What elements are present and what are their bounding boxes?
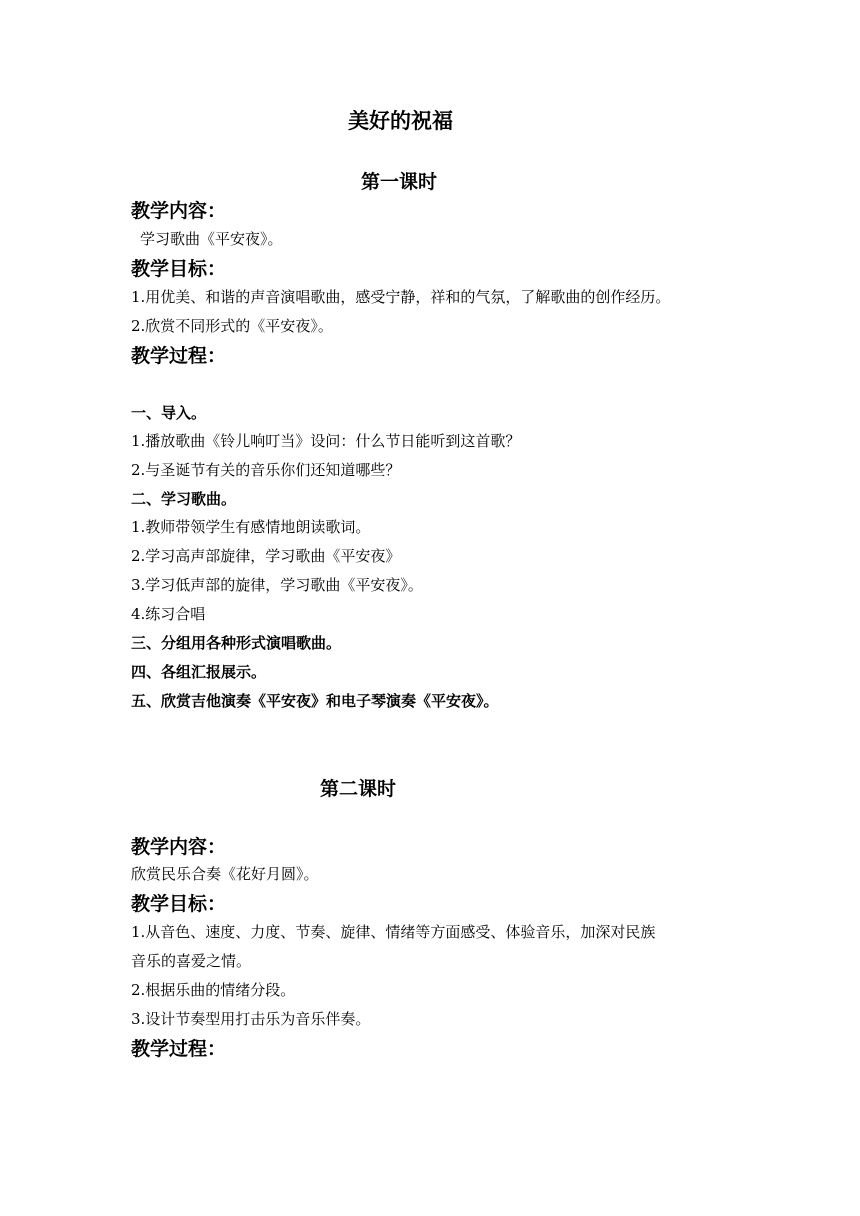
step2-item-2: 2.学习高声部旋律，学习歌曲《平安夜》 <box>131 547 401 565</box>
lesson2-heading: 第二课时 <box>320 778 397 800</box>
lesson1-goal-2: 2.欣赏不同形式的《平安夜》。 <box>131 317 333 335</box>
step2-title: 二、学习歌曲。 <box>131 490 237 508</box>
lesson2-goal-3: 3.设计节奏型用打击乐为音乐伴奏。 <box>131 1010 371 1028</box>
step2-item-1: 1.教师带领学生有感情地朗读歌词。 <box>131 518 371 536</box>
lesson1-content-label: 教学内容： <box>131 200 227 222</box>
lesson1-heading: 第一课时 <box>361 171 438 193</box>
step1-item-1: 1.播放歌曲《铃儿响叮当》设问：什么节日能听到这首歌？ <box>131 432 521 450</box>
lesson2-goals-label: 教学目标： <box>131 893 227 915</box>
step5-title: 五、欣赏吉他演奏《平安夜》和电子琴演奏《平安夜》。 <box>131 692 499 710</box>
lesson2-goal-1-line-2: 音乐的喜爱之情。 <box>131 952 252 970</box>
step2-item-3: 3.学习低声部的旋律，学习歌曲《平安夜》。 <box>131 576 423 594</box>
lesson2-goal-2: 2.根据乐曲的情绪分段。 <box>131 981 296 999</box>
lesson1-goal-1: 1.用优美、和谐的声音演唱歌曲，感受宁静，祥和的气氛，了解歌曲的创作经历。 <box>131 288 671 306</box>
step3-title: 三、分组用各种形式演唱歌曲。 <box>131 634 342 652</box>
lesson2-process-label: 教学过程： <box>131 1038 227 1060</box>
lesson1-process-label: 教学过程： <box>131 345 227 367</box>
lesson1-goals-label: 教学目标： <box>131 258 227 280</box>
step1-title: 一、导入。 <box>131 404 207 422</box>
lesson2-content-label: 教学内容： <box>131 836 227 858</box>
lesson1-content-text: 学习歌曲《平安夜》。 <box>140 230 283 248</box>
lesson2-goal-1-line-1: 1.从音色、速度、力度、节奏、旋律、情绪等方面感受、体验音乐，加深对民族 <box>131 923 656 941</box>
step1-item-2: 2.与圣诞节有关的音乐你们还知道哪些？ <box>131 461 401 479</box>
lesson2-content-text: 欣赏民乐合奏《花好月圆》。 <box>131 865 319 883</box>
step2-item-4: 4.练习合唱 <box>131 605 206 623</box>
page-title: 美好的祝福 <box>348 108 453 133</box>
step4-title: 四、各组汇报展示。 <box>131 663 267 681</box>
